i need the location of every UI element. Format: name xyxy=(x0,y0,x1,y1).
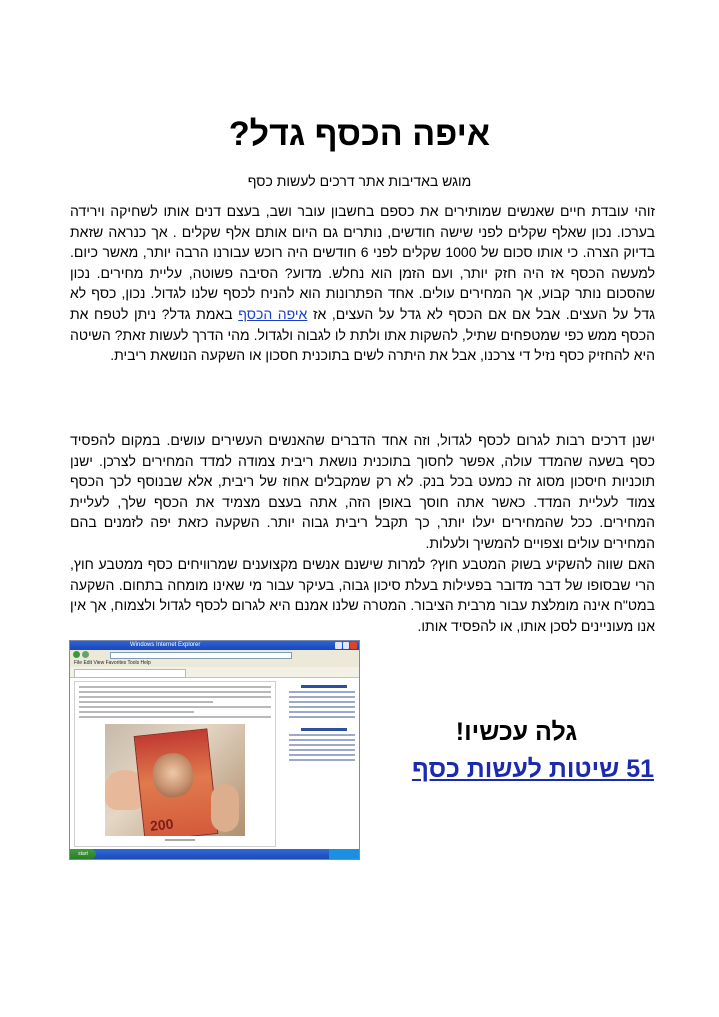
screenshot-article xyxy=(74,681,276,847)
screenshot-window-buttons xyxy=(335,642,357,649)
paragraph-3: האם שווה להשקיע בשוק המטבע חוץ? למרות שישנם אנשים מקצוענים שמרוויחים כסף ממטבע חוץ, הרי שבסופו של דבר מדובר בפעילות בעלת סיכון גבוה, בעיקר עבור מי שאינו מומחה בתחום. השקעה במט"ח אינה מומלצת עבור מרבית הציבור. המטרה שלנו אמנם היא לגרום לכסף לגדול ולצמוח, אך אין אנו מעוניינים לסכן אותו, או להפסיד אותו. xyxy=(70,556,655,634)
banknote-photo xyxy=(105,724,245,836)
screenshot-window-title: Windows Internet Explorer xyxy=(130,642,201,648)
screenshot-tabs xyxy=(70,667,359,678)
paragraph-1-text-a: זוהי עובדת חיים שאנשים שמותירים את כספם בחשבון עובר ושב, בעצם דנים אותו לשחיקה וירידה בערכו. נכון שאלף שקלים לפני שישה חודשים, נותרים גם היום אותם אלף שקלים . אך כנראה שזאת בדיוק הצרה. כי אותו סכום של 1000 שקלים לפני 6 חודשים היה רוכש עבורנו הרבה יותר, מאשר כיום. למעשה הכסף אז היה חזק יותר, ועם הזמן הוא נחלש. מדוע? הסיבה פשוטה, עליית מחירים. נכון שהסכום נותר קבוע, אך המחירים עולים. אחד הפתרונות הוא להניח לכסף שלנו לגדול. נכון, כסף לא גדל על העצים. אבל אם אם הכסף לא גדל על העצים, אז xyxy=(70,203,656,322)
back-icon xyxy=(73,651,80,658)
page-subtitle: מוגש באדיבות אתר דרכים לעשות כסף xyxy=(247,173,472,189)
banknote-200: 200 xyxy=(134,728,219,836)
promo-heading: גלה עכשיו! xyxy=(455,718,578,746)
screenshot-menu-bar: File Edit View Favorites Tools Help xyxy=(70,659,359,667)
start-button-image: start xyxy=(70,849,96,859)
screenshot-body xyxy=(70,678,359,850)
where-money-link[interactable]: איפה הכסף xyxy=(238,305,308,322)
paragraph-1 xyxy=(70,201,655,366)
screenshot-sidebar xyxy=(281,681,355,845)
browser-screenshot-image xyxy=(69,640,360,860)
promo-link[interactable]: 51 שיטות לעשות כסף xyxy=(411,755,654,783)
screenshot-taskbar xyxy=(70,849,359,859)
paragraph-1-text-b: באמת גדל? ניתן לטפח את הכסף ממש כפי שמטפחים שתיל, להשקות אתו ולתת לו לגבוה ולגדול. מהי הדרך לעשות זאת? השיטה היא להחזיק כסף נזיל די צרכנו, אבל את היתרה לשים בתוכנית חסכון או השקעה הנושאת ריבית. xyxy=(70,305,655,364)
page-title: איפה הכסף גדל? xyxy=(228,115,491,153)
paragraph-2: ישנן דרכים רבות לגרום לכסף לגדול, וזה אחד הדברים שהאנשים העשירים עושים. במקום להפסיד כסף בשעה שהמדד עולה, אפשר לחסוך בתוכנית נושאת ריבית צמודה למדד המחירים לצרכן. ישנן תוכניות חיסכון מסוג זה כמעט בכל בנק. לא רק שמקבלים אחוז של ריבית, אלא שבנוסף לכך הכסף צמוד לעליית המדד. כאשר אתה חוסך באופן הזה, אתה בעצם מצמיד את הכסף שלך, לעליית המחירים. ככל שהמחירים יעלו יותר, כך תקבל ריבית גבוה יותר. השקעה כזאת יפה לזמנים בהם המחירים עולים וצפויים להמשיך ולעלות. xyxy=(70,432,655,551)
forward-icon xyxy=(82,651,89,658)
screenshot-titlebar xyxy=(70,641,359,650)
